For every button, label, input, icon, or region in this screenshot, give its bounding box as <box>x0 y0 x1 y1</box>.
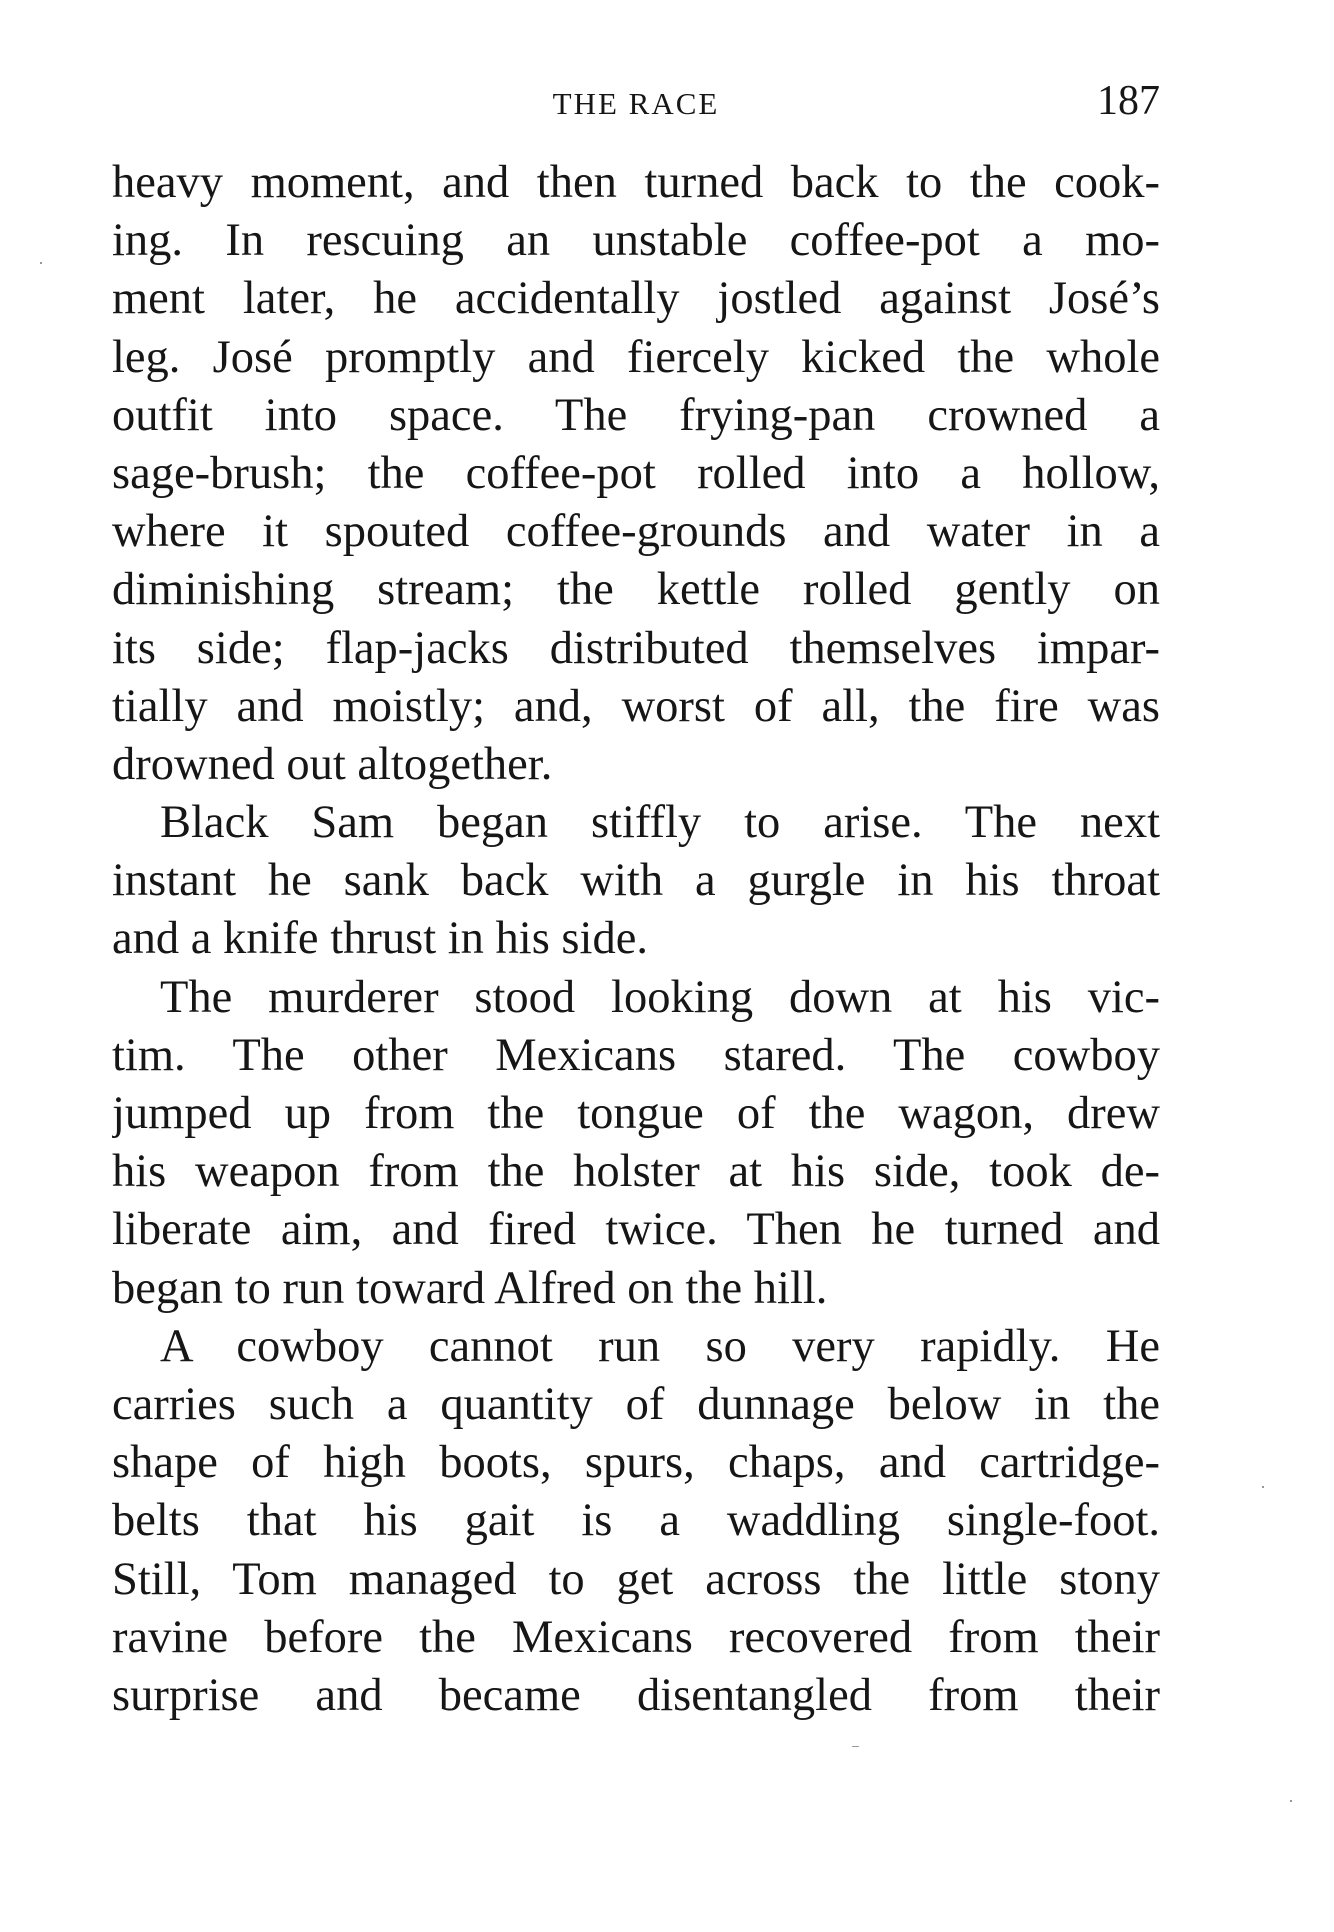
text-line: outfit into space. The frying-pan crowned a <box>112 389 1160 441</box>
running-head <box>112 78 1160 128</box>
text-line: Black Sam began stiffly to arise. The next <box>160 797 1160 849</box>
text-line: drowned out altogether. <box>112 738 553 790</box>
text-line: jumped up from the tongue of the wagon, drew <box>112 1088 1160 1139</box>
text-line: where it spouted coffee-grounds and water in a <box>112 506 1160 558</box>
text-line: tially and moistly; and, worst of all, the fire was <box>112 680 1160 732</box>
text-line: began to run toward Alfred on the hill. <box>112 1262 828 1314</box>
text-line: A cowboy cannot run so very rapidly. He <box>160 1320 1160 1372</box>
text-line: carries such a quantity of dunnage below in the <box>112 1378 1160 1430</box>
text-line: ing. In rescuing an unstable coffee-pot a mo- <box>112 215 1160 267</box>
text-line: sage-brush; the coffee-pot rolled into a hollow, <box>112 447 1160 499</box>
text-line: leg. José promptly and fiercely kicked the whole <box>112 331 1160 383</box>
running-title: THE RACE <box>552 86 720 121</box>
text-line: belts that his gait is a waddling single-foot. <box>112 1495 1160 1547</box>
text-line: Still, Tom managed to get across the little stony <box>112 1553 1160 1605</box>
text-line: and a knife thrust in his side. <box>112 913 648 965</box>
text-line: liberate aim, and fired twice. Then he turned and <box>112 1204 1160 1256</box>
text-line: tim. The other Mexicans stared. The cowboy <box>112 1029 1160 1081</box>
scan-speck <box>1290 1800 1292 1802</box>
text-line: ravine before the Mexicans recovered from their <box>112 1611 1160 1663</box>
text-line: surprise and became disentangled from their <box>112 1669 1160 1721</box>
body-text <box>112 154 1160 1725</box>
scan-speck <box>40 262 42 264</box>
text-line: diminishing stream; the kettle rolled gently on <box>112 564 1160 616</box>
scan-speck <box>1262 1486 1264 1488</box>
text-line: The murderer stood looking down at his vic- <box>160 971 1160 1023</box>
text-line: his weapon from the holster at his side, took de- <box>112 1146 1160 1198</box>
text-line: heavy moment, and then turned back to the cook- <box>112 157 1160 208</box>
text-line: instant he sank back with a gurgle in his throat <box>112 855 1160 907</box>
scan-speck <box>852 1746 859 1747</box>
text-line: ment later, he accidentally jostled against José’s <box>112 273 1160 325</box>
text-line: its side; flap-jacks distributed themselves impar- <box>112 622 1160 674</box>
text-line: shape of high boots, spurs, chaps, and cartridge- <box>112 1437 1160 1489</box>
page-number: 187 <box>1097 78 1160 124</box>
